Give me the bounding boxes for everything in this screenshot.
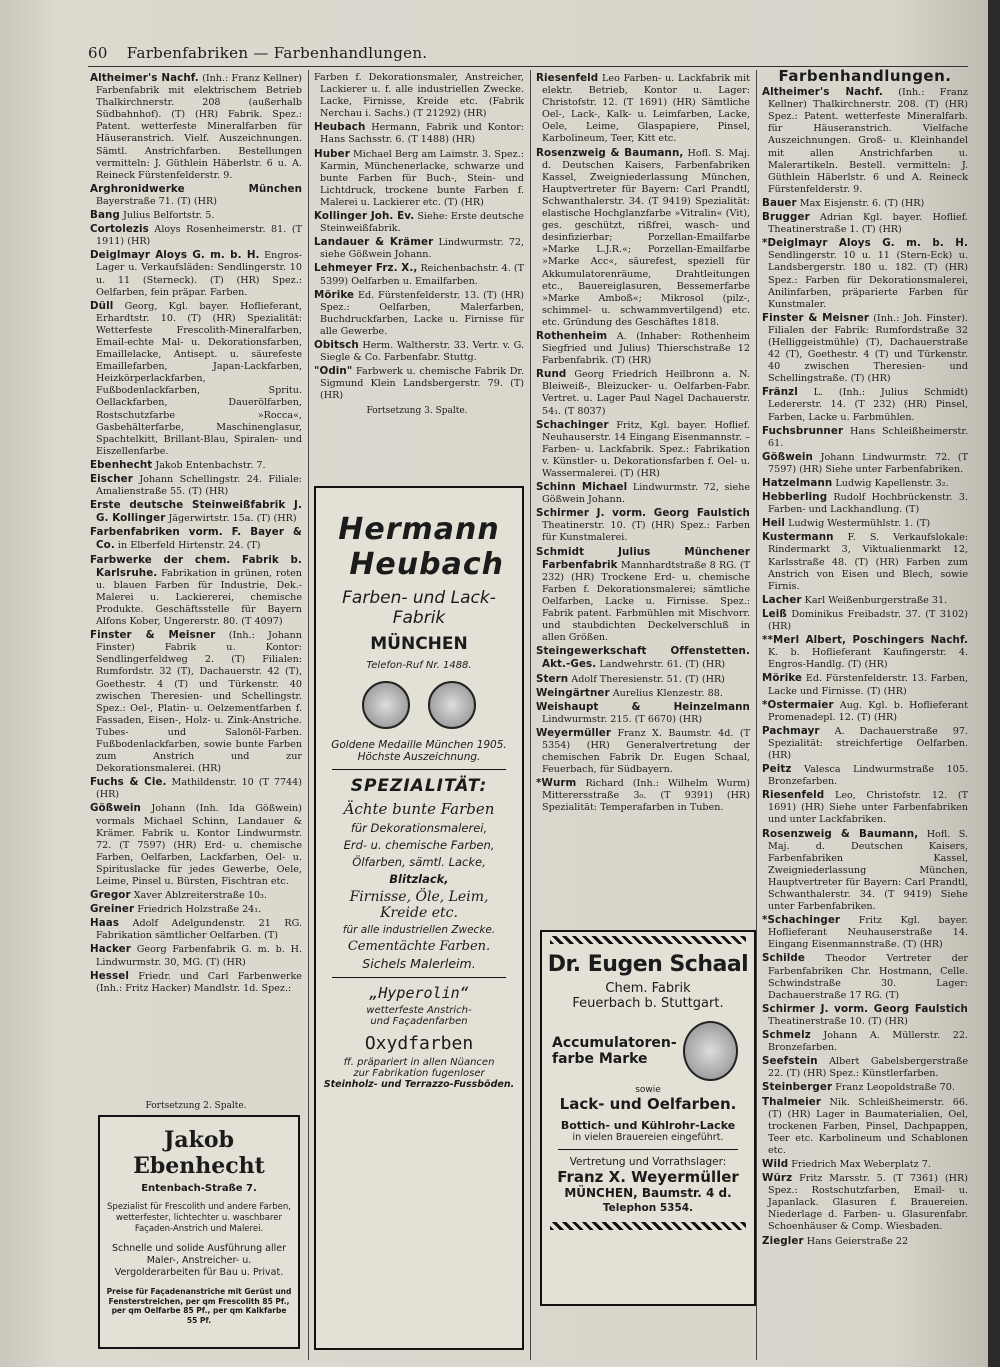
directory-entry (762, 517, 968, 530)
directory-entry (762, 763, 968, 788)
book-spine (988, 0, 1000, 1367)
ad-schaal-name: Dr. Eugen Schaal (547, 952, 749, 977)
directory-entry (536, 673, 750, 686)
entry-text: Georg, Kgl. bayer. Hoflieferant, Erhardtstr. 10. (T) (HR) Spezialität: Wetterfeste Frescolith-Mineralfarben, Email-echte Mal- u. Dekorationsfarben, Emaillelacke, Antisept. u. säurefeste Emaillefarben, Japan-Lackfarben, Heizkörperlackfarben, Fußbodenlackfarben, Spritu. Oellackfarben, Dauerölfarben, Rostschutzfarbe »Rocca«, Gasbehälterfarbe, Maschinenglasur, Spachtelkitt, Brillant-Blau, Spiralen- und Eiszellenfarbe. (96, 300, 302, 457)
ad-divider (558, 1149, 738, 1150)
ad-schaal-l2: Feuerbach b. Stuttgart. (572, 996, 724, 1011)
ad-heubach-line4: Fabrik (392, 608, 446, 628)
ad-schaal-l9: Vertretung und Vorrathslager: (569, 1156, 727, 1168)
entry-text: Michael Berg am Laimstr. 3. Spez.: Karmin, Münchenerlacke, schwarze und bunte Farben für Buch-, Stein- und Lichtdruck, trockene bunte Farben f. Malerei u. Lackierer etc. (T) (HR) (320, 148, 524, 208)
directory-entry (314, 121, 524, 146)
directory-entry (90, 629, 302, 775)
column-divider (308, 70, 309, 1360)
ad-heubach-award: Höchste Auszeichnung. (357, 751, 481, 763)
directory-entry (90, 459, 302, 472)
entry-text: Theatinerstr. 10. (T) (HR) Spez.: Farben für Kunstmalerei. (542, 520, 750, 544)
entry-name: **Merl Albert, Poschingers Nachf. (762, 634, 968, 647)
entry-name: "Odin" (314, 365, 353, 378)
entry-name: Mörike (314, 288, 355, 301)
entry-name: Gregor (90, 889, 131, 902)
entry-text: A. Dachauerstraße 97. Spezialität: streichfertige Oelfarben. (HR) (768, 725, 968, 761)
entry-text: Mannhardtstraße 8 RG. (T 232) (HR) Trockene Erd- u. chemische Farben f. Dekorationsmalerei; sämtliche Oelfarben, Lacke u. Firnisse. Spez.: Fabrik patent. Farbmühlen mit Mischvorr. und staubdichten Deckelverschluß in allen Größen. (542, 559, 750, 644)
entry-text: Jägerwirtstr. 15a. (T) (HR) (168, 513, 297, 525)
entry-text: Leo Farben- u. Lackfabrik mit elektr. Betrieb, Kontor u. Lager: Christofstr. 12. (T 1691) (HR) Sämtliche Oel-, Lack-, Kalk- u. Leimfarben, Lacke, Oele, Leime, Glaspapiere, Pinsel, Karbolineum, Teer, Kitt etc. (542, 73, 750, 145)
entry-text: Franz X. Baumstr. 4d. (T 5354) (HR) Generalvertretung der chemischen Fabrik Dr. Eugen Schaal, Feuerbach, für Südbayern. (542, 727, 750, 776)
entry-text: Friedrich Holzstraße 24₁. (137, 904, 262, 916)
entry-text: L. (Inh.: Julius Schmidt) Ledererstr. 14. (T 232) (HR) Pinsel, Farben, Lacke u. Farbmühlen. (768, 387, 968, 423)
directory-entry (90, 554, 302, 629)
entry-text: Fritz Marsstr. 5. (T 7361) (HR) Spez.: Rostschutzfarben, Email- u. Japanlack. Glasuren f. Brauereien. Niederlage d. Farben- u. Glasurenfabr. Schoenhäuser & Comp. Wiesbaden. (768, 1173, 968, 1233)
directory-entry (762, 86, 968, 196)
directory-entry (314, 210, 524, 235)
directory-entry (762, 828, 968, 914)
directory-entry (90, 499, 302, 525)
entry-name: Peitz (762, 763, 792, 776)
medal-icon (362, 681, 410, 729)
entry-name: Hatzelmann (762, 477, 833, 489)
directory-entry (762, 672, 968, 697)
entry-name: Lehmeyer Frz. X., (314, 262, 418, 275)
entry-text: Max Eisjenstr. 6. (T) (HR) (799, 197, 925, 209)
entry-text: Johann (Inh. Ida Gößwein) vormals Michael Schinn, Landauer & Krämer. Fabrik u. Kontor Lindwurmstr. 72. (T 7597) (HR) Erd- u. chemische Farben, Oelfarben, Lackfarben, Oel- u. Spirituslacke für jedes Gewerbe, Oele, Leime, Pinsel u. Bürsten, Fischtran etc. (96, 803, 302, 887)
entry-text: Leo, Christofstr. 12. (T 1691) (HR) Siehe unter Farbenfabriken und unter Lackfabriken. (768, 790, 968, 826)
entry-name: Cortolezis (90, 223, 149, 236)
entry-text: Ludwig Kapellenstr. 3₂. (835, 478, 949, 489)
directory-entry (762, 477, 968, 490)
directory-entry (762, 634, 968, 671)
entry-text: in Elberfeld Hirtenstr. 24. (T) (117, 540, 261, 552)
emblem-icon (683, 1021, 738, 1081)
ad-heubach-line1: Hermann (338, 512, 500, 547)
entry-text: K. b. Hoflieferant Kaufingerstr. 4. Engros-Handlg. (T) (HR) (768, 647, 968, 671)
entry-name: Rothenheim (536, 329, 608, 342)
ad-heubach-s1: Ächte bunte Farben (343, 800, 495, 818)
entry-text: A. (Inhaber: Rothenheim Siegfried und Julius) Thierschstraße 12 Farbenfabrik. (T) (HR) (542, 330, 750, 367)
page-header (88, 44, 427, 62)
continuation-note: Fortsetzung 2. Spalte. (145, 1101, 247, 1111)
ad-schaal-brand (552, 1021, 744, 1081)
directory-entry (762, 952, 968, 1001)
directory-entry (762, 699, 968, 724)
entry-text: Bayerstraße 71. (T) (HR) (96, 195, 217, 207)
entry-text: Fritz Kgl. bayer. Hoflieferant Neuhauserstraße 14. Eingang Eisenmannstraße. (T) (HR) (768, 915, 968, 951)
entry-text: Farbwerk u. chemische Fabrik Dr. Sigmund Klein Landsbergerstr. 79. (T) (HR) (320, 366, 524, 402)
entry-text: Lindwurmstr. 72, siehe Gößwein Johann. (320, 237, 524, 261)
ad-schaal-l7: Bottich- und Kühlrohr-Lacke (560, 1119, 736, 1132)
entry-text: Julius Belfortstr. 5. (122, 210, 215, 222)
directory-entry (314, 72, 524, 120)
directory-entry (90, 903, 302, 916)
directory-entry (90, 970, 302, 995)
directory-entry (536, 546, 750, 645)
entry-text: Dominikus Freibadstr. 37. (T 3102) (HR) (768, 608, 968, 633)
ad-heubach-s4: Ölfarben, sämtl. Lacke, (352, 855, 486, 869)
entry-name: *Wurm (536, 777, 577, 790)
ad-heubach-line2: Heubach (349, 547, 504, 582)
ad-schaal-l3: Accumulatoren- (552, 1035, 677, 1051)
entry-text: Aug. Kgl. b. Hoflieferant Promenadepl. 12. (T) (HR) (768, 699, 968, 723)
directory-entry (536, 701, 750, 726)
entry-name: Altheimer's Nachf. (90, 72, 199, 84)
ad-border (550, 936, 746, 944)
entry-name: Erste deutsche Steinweißfabrik J. G. Kollinger (90, 499, 302, 525)
entry-name: Schirmer J. vorm. Georg Faulstich (762, 1002, 968, 1015)
entry-name: Deiglmayr Aloys G. m. b. H. (90, 249, 260, 262)
entry-name: *Ostermaier (762, 698, 834, 711)
entry-text: (Inh.: Franz Kellner) Thalkirchnerstr. 208. (T) (HR) Spez.: Patent. wetterfeste Mineralfarb. für Häuseranstrich. Vielfache Auszeichnungen. Groß- u. Kleinhandel mit allen Anstrichfarben u. Malerartikeln. Bestell. vermitteln: J. Güthlein Häberlstr. 6 und A. Reineck Fürstenfelderstr. 9. (768, 87, 968, 195)
directory-entry (536, 368, 750, 417)
entry-text: Landwehrstr. 61. (T) (HR) (599, 659, 726, 671)
entry-name: Riesenfeld (762, 789, 825, 802)
ad-ebenhecht-street: Entenbach-Straße 7. (141, 1183, 257, 1194)
directory-entry (314, 339, 524, 364)
entry-text: Friedr. und Carl Farbenwerke (Inh.: Fritz Hacker) Mandlstr. 1d. Spez.: (96, 970, 302, 994)
directory-entry (762, 1235, 968, 1248)
directory-entry (90, 889, 302, 902)
entry-name: Wild (762, 1157, 789, 1170)
ad-schaal-l4: farbe Marke (552, 1051, 648, 1067)
ad-heubach-line3: Farben- und Lack- (342, 588, 496, 608)
column-3 (536, 72, 750, 816)
entry-text: Reichenbachstr. 4. (T 5399) Oelfarben u. Emailfarben. (320, 263, 524, 287)
directory-entry (536, 645, 750, 671)
entry-text: Hans Geierstraße 22 (806, 1235, 909, 1247)
page-number: 60 (88, 44, 108, 62)
entry-text: Adolf Theresienstr. 51. (T) (HR) (571, 673, 725, 685)
entry-text: Theodor Vertreter der Farbenfabriken Chr. Hostmann, Celle. Schwindstraße 30. Lager: Dachauerstraße 17 RG. (T) (768, 953, 968, 1001)
directory-entry (536, 777, 750, 814)
entry-name: Stern (536, 672, 569, 685)
entry-name: Kustermann (762, 531, 834, 544)
entry-name: Heil (762, 517, 786, 530)
entry-name: Weishaupt & Heinzelmann (536, 700, 750, 713)
ad-border (550, 1222, 746, 1230)
ad-schaal-l1: Chem. Fabrik (605, 981, 691, 996)
entry-name: Schmidt Julius Münchener Farbenfabrik (536, 545, 750, 571)
entry-name: Ebenhecht (90, 458, 153, 471)
directory-entry (762, 1172, 968, 1233)
page-title: Farbenfabriken — Farbenhandlungen. (126, 44, 428, 62)
directory-entry (90, 802, 302, 888)
entry-text: Xaver Ablzreiterstraße 10₃. (133, 890, 267, 902)
column-divider (530, 70, 531, 1360)
directory-entry (314, 236, 524, 261)
column-divider (756, 70, 757, 1360)
directory-entry (762, 425, 968, 450)
ad-schaal-l12: Telephon 5354. (602, 1202, 694, 1214)
directory-entry (536, 687, 750, 700)
entry-name: Gößwein (762, 450, 813, 463)
directory-entry (762, 725, 968, 762)
directory-entry (762, 1029, 968, 1054)
entry-text: Fritz, Kgl. bayer. Hoflief. Neuhauserstr. 14 Eingang Eisenmannstr. – Farben- u. Lackfabrik. Spez.: Fabrikation v. Künstler- u. Dekorationsfarben f. Oel- u. Wassermalerei. (T) (HR) (542, 419, 750, 479)
directory-entry (90, 917, 302, 942)
ad-heubach-h6: zur Fabrikation fugenloser (353, 1068, 485, 1079)
directory-entry (90, 72, 302, 182)
directory-entry (762, 1003, 968, 1028)
ad-heubach-spez: SPEZIALITÄT: (350, 776, 488, 796)
entry-text: Aloys Rosenheimerstr. 81. (T 1911) (HR) (96, 224, 302, 248)
entry-name: Rosenzweig & Baumann, (762, 827, 919, 840)
directory-entry (762, 914, 968, 951)
directory-entry (762, 1096, 968, 1157)
entry-text: Friedrich Max Weberplatz 7. (791, 1158, 931, 1170)
entry-name: Bauer (762, 196, 797, 209)
entry-name: Fuchs & Cie. (90, 776, 167, 789)
entry-text: Sendlingerstr. 10 u. 11 (Stern-Eck) u. Landsbergerstr. 180 u. 182. (T) (HR) Spez.: Farben für Dekorationsmalerei, Anilinfarben, präparierte Farben für Kunstmaler. (768, 250, 968, 310)
entry-text: (Inh.: Franz Kellner) Farbenfabrik mit elektrischem Betrieb Thalkirchnerstr. 208 (außerhalb Südbahnhof). (T) (HR) Fabrik. Spez.: Patent. wetterfeste Mineralfarben für Häuseranstrich. Vielf. Auszeichnungen. Sämtl. Anstrichfarben. Bestellungen vermitteln: J. Güthlein Häberlstr. 6 u. A. Reineck Fürstenfelderstr. 9. (96, 73, 302, 181)
entry-name: Obitsch (314, 338, 359, 351)
medals (316, 681, 522, 729)
entry-name: Farbwerke der chem. Fabrik b. Karlsruhe. (90, 553, 302, 579)
heubach-advertisement (314, 486, 524, 1350)
entry-name: Bang (90, 209, 120, 222)
directory-entry (762, 1158, 968, 1171)
entry-name: Schilde (762, 952, 805, 965)
ad-heubach-h3: und Façadenfarben (370, 1016, 468, 1027)
ad-ebenhecht-name: Jakob Ebenhecht (133, 1127, 265, 1179)
entry-name: Altheimer's Nachf. (762, 86, 883, 99)
entry-name: Rund (536, 368, 567, 381)
entry-text: Siehe: Erste deutsche Steinweißfabrik. (320, 211, 524, 235)
entry-text: Johann Schellingstr. 24. Filiale: Amalienstraße 55. (T) (HR) (96, 474, 302, 498)
entry-name: Pachmayr (762, 724, 820, 737)
directory-entry (90, 223, 302, 248)
ad-heubach-s2: für Dekorationsmalerei, (350, 821, 488, 835)
directory-entry (762, 211, 968, 236)
directory-entry (762, 237, 968, 311)
ad-schaal-l6: Lack- und Oelfarben. (559, 1095, 737, 1113)
column-2 (314, 72, 524, 403)
entry-name: Haas (90, 917, 120, 930)
directory-entry (90, 776, 302, 801)
ad-heubach-phone: Telefon-Ruf Nr. 1488. (366, 660, 472, 671)
entry-name: Schinn Michael (536, 481, 628, 494)
column-4 (762, 67, 968, 1249)
entry-text: Albert Gabelsbergerstraße 22. (T) (HR) Spez.: Künstlerfarben. (768, 1056, 968, 1080)
column-4-entries (762, 86, 968, 1248)
directory-entry (536, 330, 750, 367)
column-1 (90, 72, 302, 996)
entry-name: Arghronidwerke München (90, 182, 302, 195)
entry-text: Theatinerstraße 10. (T) (HR) (768, 1015, 908, 1027)
entry-text: Lindwurmstr. 215. (T 6670) (HR) (542, 713, 703, 725)
entry-name: Brugger (762, 211, 810, 224)
entry-text: Lindwurmstr. 72, siehe Gößwein Johann. (542, 482, 750, 506)
entry-text: Hofl. S. Maj. d. Deutschen Kaisers, Farbenfabriken Kassel, Zweigniederlassung München, Hauptvertreter für Bayern: Carl Prandtl, Schwanthalerstr. 34. (T 9419) Spezialität: elastische Hochglanzfarbe »Vitralin« (Vit), ges. geschützt, rißfrei, wasch- und desinfizierbar; Porzellan-Emailfarbe »Marke L.J.R.«; Porzellan-Emailfarbe »Marke Acc«, säurefest, speziell für Akkumulatorenräume, Drahtleitungen etc., Bauereiglasuren, Bessemerfarbe »Marke Amboß«; Mikrosol (pilz-, schimmel- u. schwammvertilgend) etc. etc. Gründung des Geschäftes 1818. (542, 147, 750, 328)
entry-name: Hessel (90, 969, 129, 982)
entry-name: Düll (90, 299, 114, 312)
schaal-advertisement (540, 930, 756, 1306)
ad-heubach-s6: Firnisse, Öle, Leim, (349, 889, 489, 905)
entry-name: Eischer (90, 473, 133, 485)
entry-name: Gößwein (90, 802, 141, 815)
directory-entry (536, 72, 750, 146)
directory-entry (762, 608, 968, 633)
directory-entry (762, 451, 968, 476)
entry-name: Würz (762, 1172, 793, 1185)
entry-text: Nik. Schleißheimerstr. 66. (T) (HR) Lager in Baumaterialien, Oel, trockenen Farben, Pinsel, Dachpappen, Teer etc. Karbolineum und Schablonen etc. (768, 1096, 968, 1156)
entry-name: Schachinger (536, 418, 609, 431)
ad-heubach-s3: Erd- u. chemische Farben, (343, 838, 495, 852)
directory-entry (762, 1081, 968, 1094)
entry-name: *Deiglmayr Aloys G. m. b. H. (762, 237, 968, 250)
ad-ebenhecht-l3: Preise für Façadenanstriche mit Gerüst und Fensterstreichen, per qm Frescolith 85 Pf., per qm Oelfarbe 85 Pf., per qm Kalkfarbe 55 Pf. (106, 1287, 292, 1325)
entry-text: Adrian Kgl. bayer. Hoflief. Theatinerstraße 1. (T) (HR) (768, 212, 968, 236)
entry-name: Riesenfeld (536, 72, 599, 84)
entry-text: (Inh.: Joh. Finster). Filialen der Fabrik: Rumfordstraße 32 (Helliggeistmühle) (T), Dachauerstraße 42 (T), Goethestr. 4 (T) und Türkenstr. 40 zwischen Theresien- und Schellingstraße. (T) (HR) (768, 312, 968, 385)
entry-name: *Schachinger (762, 914, 841, 927)
ad-heubach-s10: Sichels Malerleim. (362, 956, 476, 971)
directory-entry (536, 419, 750, 480)
entry-text: Karl Weißenburgerstraße 31. (804, 594, 948, 606)
entry-name: Huber (314, 147, 350, 160)
entry-name: Leiß (762, 607, 787, 620)
ad-heubach-city: MÜNCHEN (370, 634, 468, 654)
entry-text: Farben f. Dekorationsmaler, Anstreicher, Lackierer u. f. alle industriellen Zwecke. Lacke, Firnisse, Kreide etc. (Fabrik Nerchau i. Sachs.) (T 21292) (HR) (314, 72, 524, 120)
entry-text: Jakob Entenbachstr. 7. (155, 459, 266, 471)
ad-schaal-l5: sowie (635, 1085, 661, 1095)
entry-name: Hacker (90, 943, 131, 956)
entry-name: Finster & Meisner (90, 629, 216, 642)
ad-heubach-h1: „Hyperolin“ (369, 984, 469, 1002)
ad-heubach-h4: Oxydfarben (364, 1033, 474, 1054)
ad-ebenhecht-l2: Schnelle und solide Ausführung aller Maler-, Anstreicher- u. Vergolderarbeiten für Bau u. Privat. (111, 1243, 286, 1278)
entry-text: Ed. Fürstenfelderstr. 13. Farben, Lacke und Firnisse. (T) (HR) (768, 673, 968, 697)
entry-text: Fabrikation in grünen, roten u. blauen Farben für Industrie, Dek.-Malerei u. Lackiererei, chemische Produkte. Geschäftsstelle für Bayern Alfons Kober, Ungererstr. 80. (T 4097) (96, 567, 302, 628)
entry-name: Finster & Meisner (762, 311, 870, 324)
ad-heubach-h5: ff. präpariert in allen Nüancen (343, 1057, 495, 1068)
entry-text: Rudolf Hochbrückenstr. 3. Farben- und Lackhandlung. (T) (768, 492, 968, 516)
entry-name: Kollinger Joh. Ev. (314, 210, 415, 223)
directory-entry (536, 481, 750, 506)
ad-schaal-l10: Franz X. Weyermüller (557, 1168, 739, 1186)
ad-heubach-h2: wetterfeste Anstrich- (366, 1005, 472, 1016)
entry-text: Richard (Inh.: Wilhelm Wurm) Mitterersstraße 3₀. (T 9391) (HR) Spezialität: Temperafarben in Tuben. (542, 778, 750, 814)
directory-entry (762, 1055, 968, 1080)
entry-name: Weyermüller (536, 726, 612, 739)
entry-text: Ed. Fürstenfelderstr. 13. (T) (HR) Spez.: Oelfarben, Malerfarben, Buchdruckfarben, Lacke u. Firnisse für alle Gewerbe. (320, 289, 524, 337)
directory-entry (762, 531, 968, 592)
ad-schaal-l11: MÜNCHEN, Baumstr. 4 d. (564, 1186, 732, 1200)
directory-entry (762, 312, 968, 386)
entry-name: Landauer & Krämer (314, 236, 434, 249)
directory-entry (90, 943, 302, 968)
entry-name: Steinberger (762, 1081, 833, 1094)
ad-heubach-h7: Steinholz- und Terrazzo-Fussböden. (323, 1079, 515, 1090)
entry-name: Mörike (762, 672, 803, 685)
entry-text: Adolf Adelgundenstr. 21 RG. Fabrikation sämtlicher Oelfarben. (T) (96, 918, 302, 942)
section-title: Farbenhandlungen. (778, 67, 952, 85)
ad-heubach-medal: Goldene Medaille München 1905. (331, 739, 507, 751)
directory-entry (90, 526, 302, 552)
entry-text: F. S. Verkaufslokale: Rindermarkt 3, Viktualienmarkt 12, Karlsstraße 48. (T) (HR) Farben zum Anstrich von Eisen und Blech, sowie Firnis. (768, 532, 968, 592)
entry-name: Heubach (314, 121, 366, 134)
ad-heubach-s9: Cementächte Farben. (347, 939, 491, 954)
directory-entry (762, 789, 968, 826)
directory-entry (90, 209, 302, 222)
directory-entry (536, 727, 750, 776)
entry-name: Lacher (762, 593, 802, 606)
entry-name: Steingewerkschaft Offenstetten. Akt.-Ges. (536, 645, 750, 671)
directory-entry (762, 197, 968, 210)
ad-heubach-s5: Blitzlack, (389, 872, 449, 886)
entry-name: Schirmer J. vorm. Georg Faulstich (536, 507, 750, 520)
directory-entry (536, 147, 750, 329)
entry-text: Herm. Waltherstr. 33. Vertr. v. G. Siegle & Co. Farbenfabr. Stuttg. (320, 339, 525, 364)
ad-divider (332, 769, 506, 770)
entry-text: Ludwig Westermühlstr. 1. (T) (788, 518, 931, 530)
ad-heubach-s7: Kreide etc. (380, 905, 458, 921)
directory-entry (762, 386, 968, 423)
directory-entry (314, 148, 524, 209)
entry-name: Fränzl (762, 386, 798, 399)
entry-text: Georg Farbenfabrik G. m. b. H. Lindwurmstr. 30, MG. (T) (HR) (96, 944, 302, 968)
directory-entry (90, 183, 302, 208)
ad-heubach-s8: für alle industriellen Zwecke. (342, 924, 496, 936)
directory-entry (90, 249, 302, 298)
entry-text: Johann Lindwurmstr. 72. (T 7597) (HR) Siehe unter Farbenfabriken. (768, 451, 968, 475)
ad-divider (332, 977, 506, 978)
directory-entry (90, 300, 302, 458)
entry-name: Weingärtner (536, 686, 610, 699)
entry-name: Greiner (90, 903, 135, 916)
entry-name: Thalmeier (762, 1095, 822, 1108)
entry-name: Seefstein (762, 1055, 818, 1068)
entry-text: Franz Leopoldstraße 70. (835, 1082, 955, 1094)
entry-name: Farbenfabriken vorm. F. Bayer & Co. (90, 526, 302, 552)
entry-text: Valesca Lindwurmstraße 105. Bronzefarben. (768, 764, 968, 788)
entry-text: (Inh.: Johann Finster) Fabrik u. Kontor: Sendlingerfeldweg 2. (T) Filialen: Rumfordstr. 32 (T), Dachauerstr. 42 (T), Goethestr. 4 (T) und Türkenstr. 40 zwischen Theresien- und Schellingstr. Spez.: Oel-, Platin- u. Oelzementfarben f. Fassaden, Eisen-, Holz- u. Zink-Anstriche. Tubes- und Salonöl-Farben. Fußbodenlackfarben, sowie bunte Farben zum Anstrich und zur Dekorationsmalerei. (HR) (96, 630, 302, 775)
entry-text: Mathildenstr. 10 (T 7744) (HR) (96, 777, 303, 801)
medal-icon (428, 681, 476, 729)
entry-text: Engros-Lager u. Verkaufsläden: Sendlingerstr. 10 u. 11 (Sterneck). (T) (HR) Spez.: Oelfarben, fein präpar. Farben. (96, 250, 302, 298)
ad-ebenhecht-l1: Spezialist für Frescolith und andere Farben, wetterfester, lichtechter u. waschbarer Façaden-Anstrich und Malerei. (107, 1202, 291, 1234)
entry-text: Johann A. Müllerstr. 22. Bronzefarben. (768, 1030, 968, 1054)
entry-name: Fuchsbrunner (762, 424, 844, 437)
entry-text: Aurelius Klenzestr. 88. (612, 687, 723, 699)
directory-entry (314, 262, 524, 287)
entry-text: Georg Friedrich Heilbronn a. N. Bleiweiß-, Bleizucker- u. Oelfarben-Fabr. Vertret. u. Lager Paul Nagel Dachauerstr. 54₁. (T 8037) (542, 369, 750, 417)
directory-entry (314, 289, 524, 338)
directory-entry (536, 507, 750, 544)
entry-name: Hebberling (762, 491, 828, 504)
entry-name: Ziegler (762, 1234, 804, 1247)
continuation-note: Fortsetzung 3. Spalte. (366, 406, 468, 416)
entry-text: Hans Schleißheimerstr. 61. (768, 425, 968, 449)
directory-entry (762, 491, 968, 516)
ebenhecht-advertisement (98, 1115, 300, 1349)
entry-text: Hermann, Fabrik und Kontor: Hans Sachsstr. 6. (T 1488) (HR) (320, 122, 524, 146)
directory-entry (314, 365, 524, 402)
entry-name: Schmelz (762, 1029, 811, 1042)
entry-text: Hofl. S. Maj. d. Deutschen Kaisers, Farbenfabriken Kassel, Zweigniederlassung München, Hauptvertreter für Bayern: Carl Prandtl, Schwanthalerstr. 34. (T 9419) Siehe unter Farbenfabriken. (768, 828, 968, 913)
directory-entry (90, 473, 302, 498)
directory-entry (762, 594, 968, 607)
ad-schaal-l8: in vielen Brauereien eingeführt. (572, 1132, 724, 1143)
entry-name: Rosenzweig & Baumann, (536, 146, 684, 159)
